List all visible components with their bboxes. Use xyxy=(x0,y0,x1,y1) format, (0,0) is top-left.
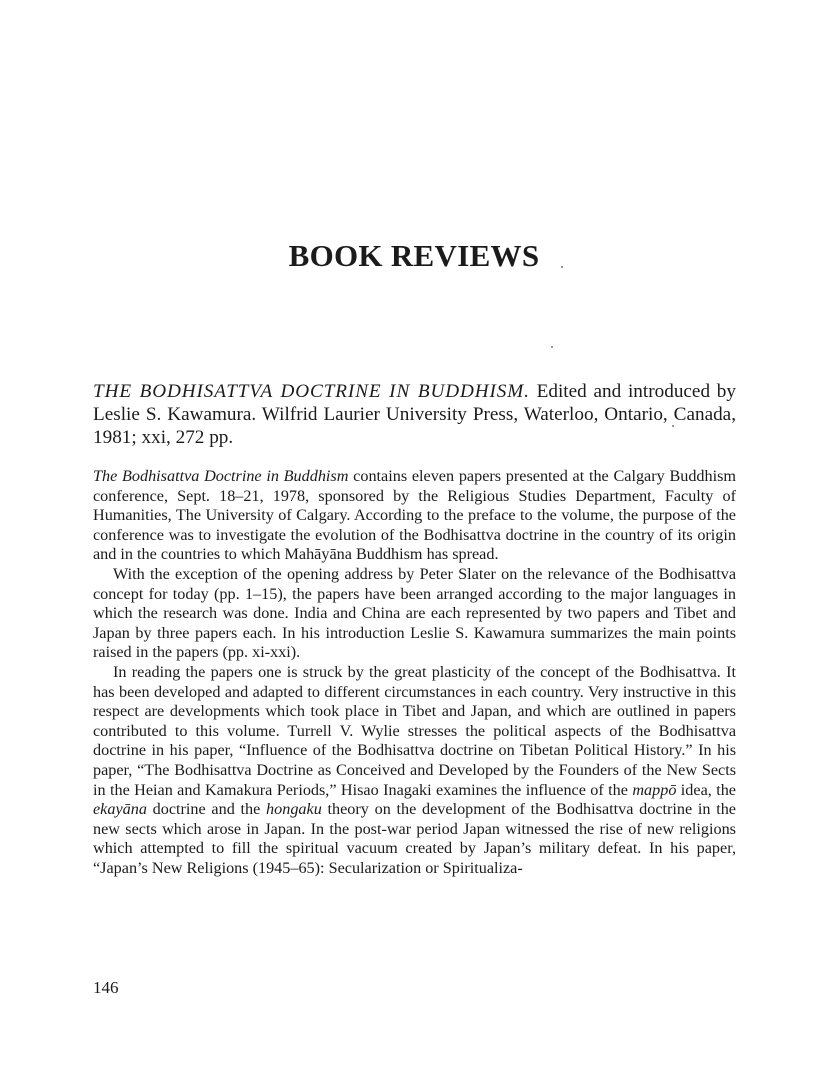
review-paragraph-1 xyxy=(93,467,736,565)
review-body xyxy=(93,467,736,878)
paragraph-3-text-c: doctrine and the xyxy=(146,800,267,819)
page-number: 146 xyxy=(93,978,119,997)
citation-details: Edited and introduced by Leslie S. Kawamura. Wilfrid Laurier University Press, Waterloo, Ontario, Canada, 1981; xxi, 272 pp. xyxy=(93,381,736,448)
section-title: BOOK REVIEWS xyxy=(288,238,540,273)
paragraph-3-text-b: idea, the xyxy=(676,780,736,799)
term-hongaku: hongaku xyxy=(266,800,322,819)
paragraph-1-text: contains eleven papers presented at the Calgary Buddhism conference, Sept. 18–21, 1978, sponsored by the Religious Studies Department, Faculty of Humanities, The University of Calgary. According to the preface to the volume, the purpose of the conference was to investigate the evolution of the Bodhisattva doctrine in the country of its origin and in the countries to which Mahāyāna Buddhism has spread. xyxy=(93,467,737,564)
scan-speck xyxy=(561,266,563,268)
paragraph-3-text-d: theory on the development of the Bodhisattva doctrine in the new sects which arose in Japan. In the post-war period Japan witnessed the rise of new religions which attempted to fill the spiritual vacuum created by Japan’s military defeat. In his paper, “Japan’s New Religions (1945–65): Secularization or Spiritualiza- xyxy=(93,800,736,877)
term-mappo: mappō xyxy=(632,780,677,799)
paragraph-1-book-title: The Bodhisattva Doctrine in Buddhism xyxy=(93,467,349,485)
paragraph-3-text-a: In reading the papers one is struck by the great plasticity of the concept of the Bodhisattva. It has been developed and adapted to different circumstances in each country. Very instructive in this respect are developments which took place in Tibet and Japan, and which are outlined in papers contributed to this volume. Turrell V. Wylie stresses the political aspects of the Bodhisattva doctrine in his paper, “Influence of the Bodhisattva doctrine on Tibetan Political History.” In his paper, “The Bodhisattva Doctrine as Conceived and Developed by the Founders of the New Sects in the Heian and Kamakura Periods,” Hisao Inagaki examines the influence of the xyxy=(93,662,736,799)
book-citation xyxy=(93,380,736,449)
citation-book-title: THE BODHISATTVA DOCTRINE IN BUDDHISM. xyxy=(93,381,530,402)
term-ekayana: ekayāna xyxy=(93,800,147,819)
scan-speck xyxy=(551,346,553,348)
paragraph-2-text: With the exception of the opening address by Peter Slater on the relevance of the Bodhisattva concept for today (pp. 1–15), the papers have been arranged according to the major languages in which the research was done. India and China are each represented by two papers and Tibet and Japan by three papers each. In his introduction Leslie S. Kawamura summarizes the main points raised in the papers (pp. xi-xxi). xyxy=(93,564,736,662)
review-paragraph-3 xyxy=(93,663,736,879)
scan-speck xyxy=(672,425,674,427)
review-paragraph-2 xyxy=(93,565,736,663)
